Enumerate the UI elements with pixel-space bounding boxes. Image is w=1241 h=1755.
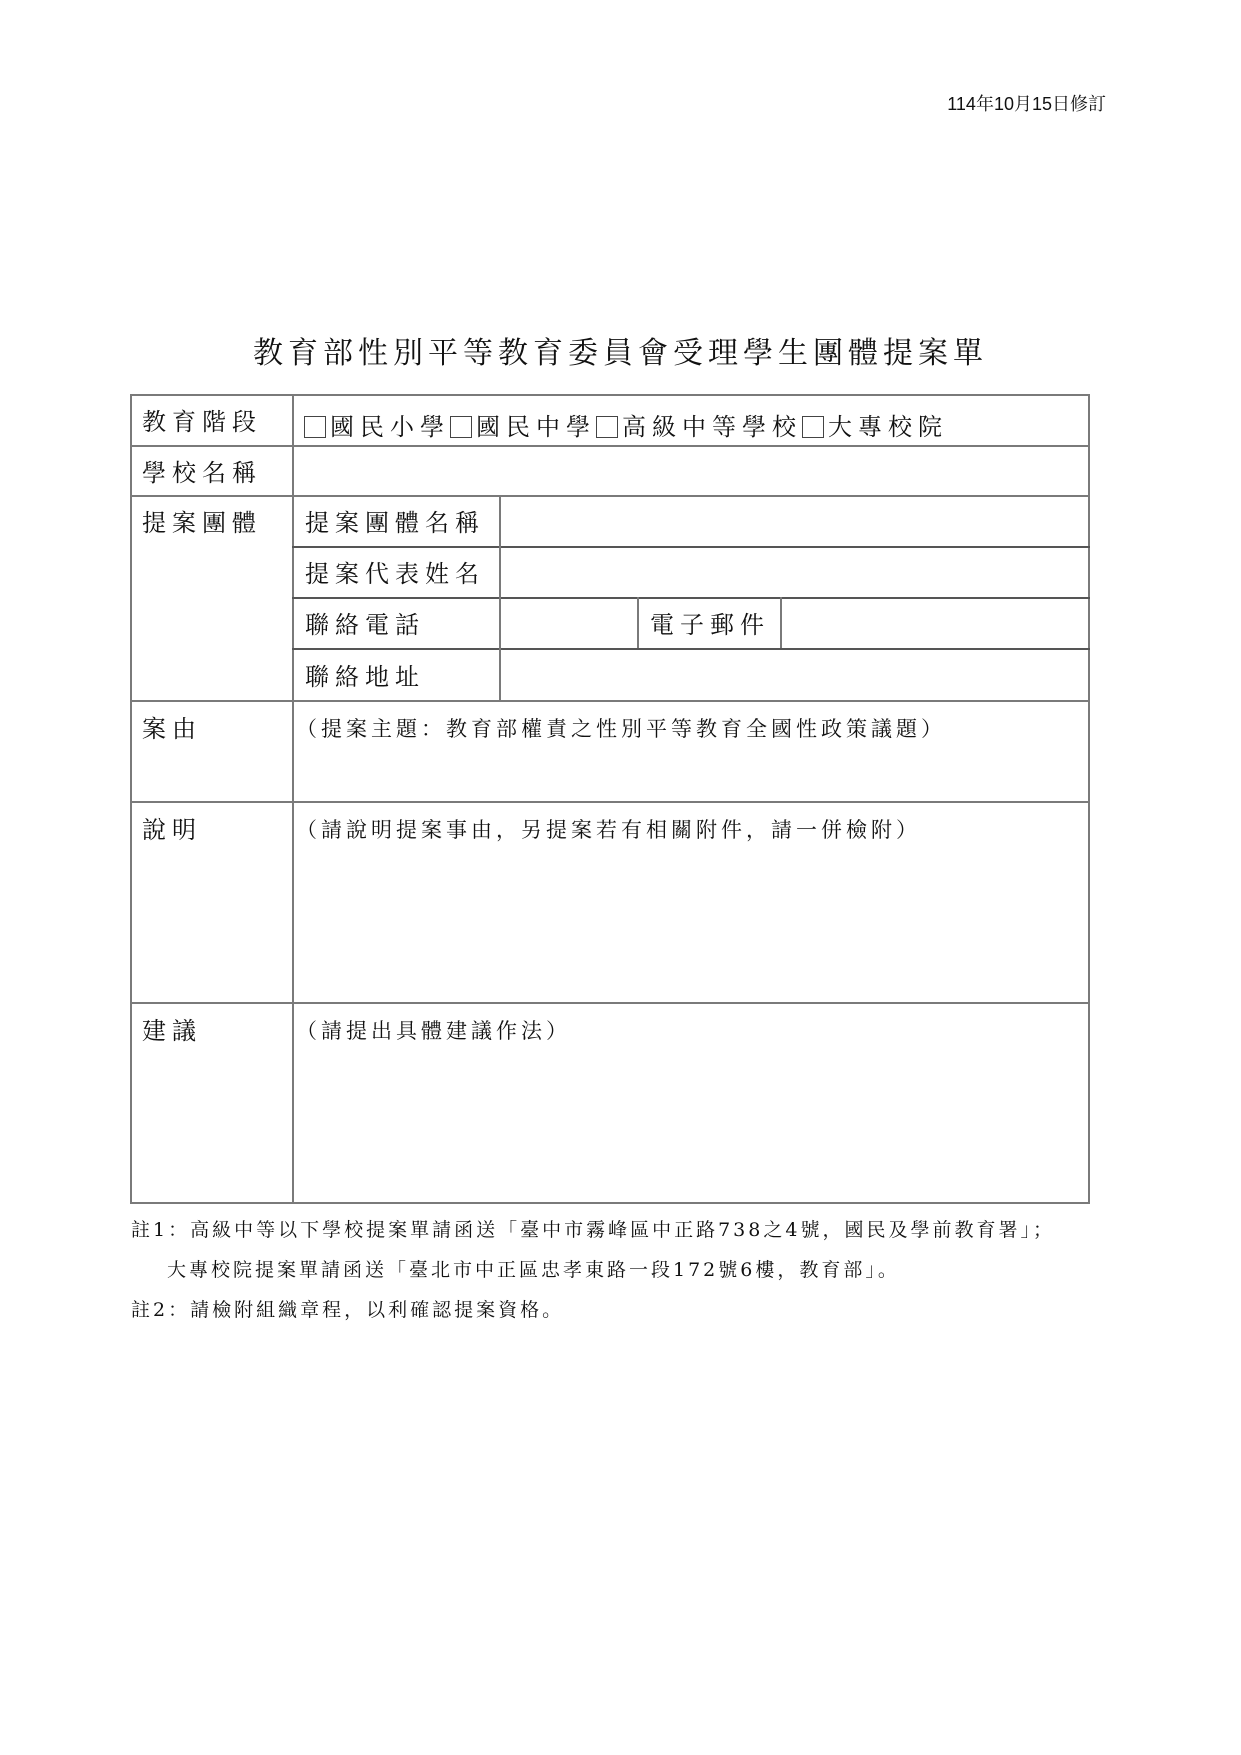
checkbox-icon[interactable] [596, 416, 618, 438]
suggestion-label: 建議 [142, 1017, 202, 1045]
group-name-label: 提案團體名稱 [305, 509, 485, 537]
note-1: 註1：高級中等以下學校提案單請函送「臺中市霧峰區中正路738之4號，國民及學前教育署」； [131, 1219, 1055, 1241]
school-name-label: 學校名稱 [142, 459, 262, 487]
border-right [1088, 394, 1090, 1204]
checkbox-junior-high[interactable] [450, 413, 596, 441]
row-divider [130, 700, 1090, 702]
option-label: 國民中學 [476, 413, 596, 441]
group-name-field[interactable] [501, 497, 1088, 546]
school-name-field[interactable] [294, 447, 1088, 495]
address-label: 聯絡地址 [305, 663, 425, 691]
explanation-label: 說明 [142, 816, 202, 844]
suggestion-hint: （請提出具體建議作法） [296, 1019, 571, 1043]
checkbox-senior-high[interactable] [596, 413, 802, 441]
footnotes [131, 1210, 1055, 1330]
education-stage-label: 教育階段 [142, 408, 262, 436]
proposal-form-table [130, 394, 1090, 1204]
note-2: 註2：請檢附組織章程，以利確認提案資格。 [131, 1299, 565, 1321]
row-divider [130, 801, 1090, 803]
address-field[interactable] [501, 650, 1088, 700]
checkbox-elementary[interactable] [304, 413, 450, 441]
form-title: 教育部性別平等教育委員會受理學生團體提案單 [253, 336, 988, 371]
phone-field[interactable] [501, 599, 637, 648]
email-field[interactable] [782, 599, 1088, 648]
border-left [130, 394, 132, 1204]
case-field[interactable] [294, 744, 1088, 801]
email-label: 電子郵件 [650, 611, 770, 639]
case-hint: （提案主題：教育部權責之性別平等教育全國性政策議題） [296, 717, 946, 741]
row-divider [130, 1002, 1090, 1004]
representative-field[interactable] [501, 548, 1088, 597]
checkbox-icon[interactable] [802, 416, 824, 438]
representative-label: 提案代表姓名 [305, 560, 485, 588]
suggestion-field[interactable] [294, 1048, 1088, 1202]
option-label: 大專校院 [828, 413, 948, 441]
option-label: 國民小學 [330, 413, 450, 441]
phone-email-divider [637, 597, 639, 648]
option-label: 高級中等學校 [622, 413, 802, 441]
note-1-continued: 大專校院提案單請函送「臺北市中正區忠孝東路一段172號6樓，教育部」。 [167, 1259, 900, 1281]
education-stage-options [304, 407, 948, 442]
case-label: 案由 [142, 715, 202, 743]
border-bottom [130, 1202, 1090, 1204]
revision-date: 114年10月15日修訂 [947, 94, 1106, 114]
explanation-hint: （請說明提案事由，另提案若有相關附件，請一併檢附） [296, 818, 921, 842]
border-top [130, 394, 1090, 396]
explanation-field[interactable] [294, 846, 1088, 1002]
phone-label: 聯絡電話 [305, 611, 425, 639]
checkbox-icon[interactable] [450, 416, 472, 438]
proposing-group-label: 提案團體 [142, 509, 262, 537]
checkbox-university[interactable] [802, 413, 948, 441]
checkbox-icon[interactable] [304, 416, 326, 438]
